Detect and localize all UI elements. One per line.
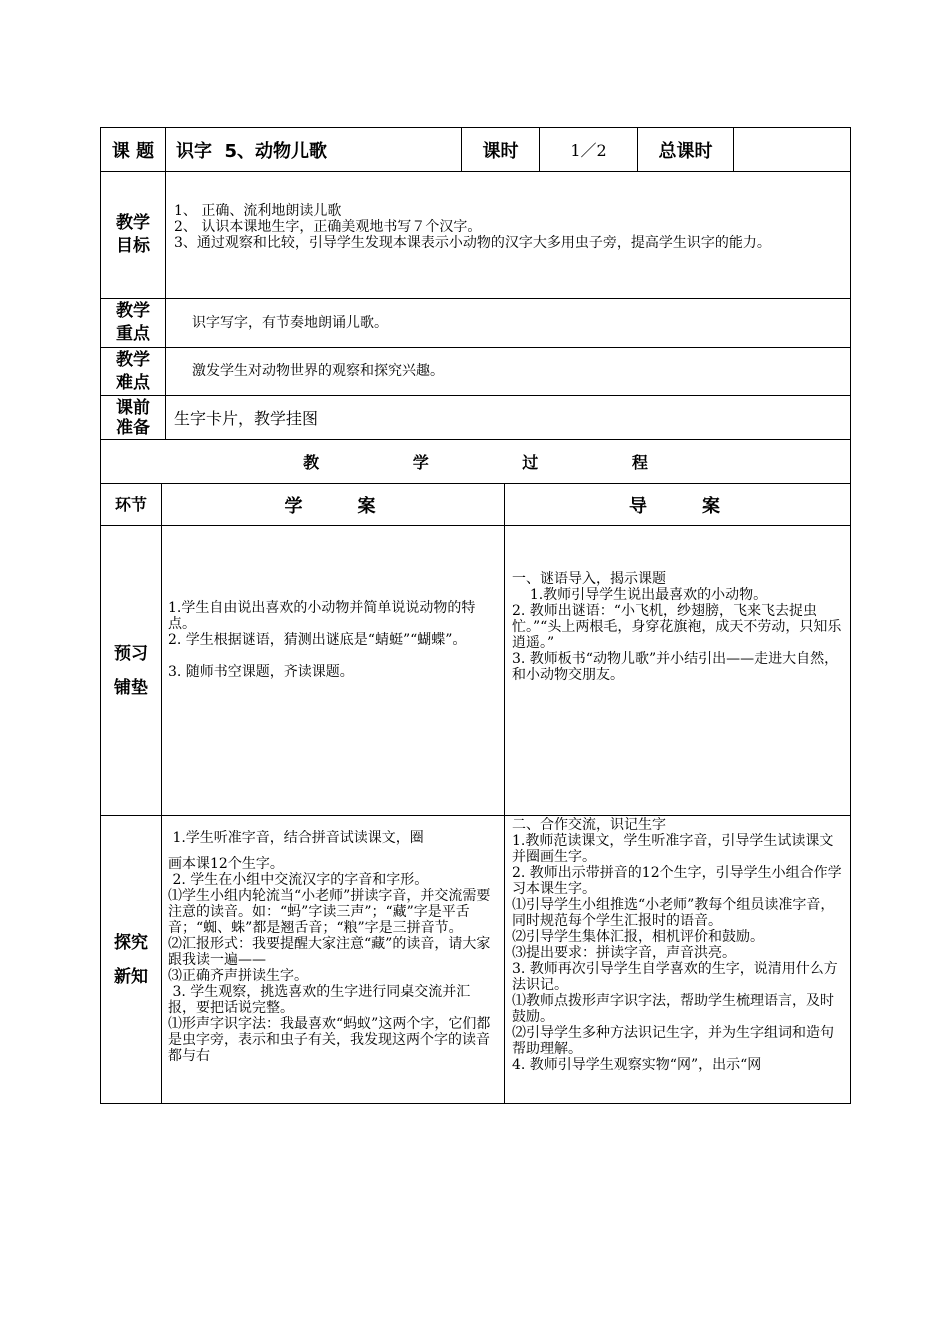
topic-label: 课 题: [111, 140, 155, 162]
guide-line: 2. 教师出谜语：“小飞机，纱翅膀，飞来飞去捉虫忙。”“头上两根毛，身穿花旗袍，成天不劳动，只知乐逍遥。”: [512, 603, 842, 651]
table-border-left: [100, 127, 101, 1104]
objective-item: 2、 认识本课地生字，正确美观地书写７个汉字。: [174, 219, 482, 235]
row-divider: [100, 395, 851, 396]
objectives-label: 教学目标: [116, 213, 150, 256]
row-divider: [100, 171, 851, 172]
study-line: 3. 随师书空课题，齐读课题。: [168, 664, 354, 680]
guide-line: 3. 教师再次引导学生自学喜欢的生字，说清用什么方法识记。: [512, 961, 838, 993]
study-line: ⑶正确齐声拼读生字。: [168, 968, 308, 984]
study-line: ⑴学生小组内轮流当“小老师”拼读字音，并交流需要注意的读音。如：“蚂”字读三声”；“藏”字是平舌音；“蜘、蛛”都是翘舌音；“粮”字是三拼音节。: [168, 888, 491, 936]
study-line: [168, 648, 498, 664]
preparation-text: 生字卡片，教学挂图: [174, 409, 319, 428]
study-line: 3. 学生观察，挑选喜欢的生字进行同桌交流并汇报，要把话说完整。: [168, 984, 471, 1016]
study-line: 1.学生听准字音，结合拼音试读课文，圈: [168, 830, 424, 846]
study-line: [168, 846, 498, 856]
study-line: 2. 学生在小组中交流汉字的字音和字形。: [168, 872, 429, 888]
study-line: 画本课12个生字。: [168, 856, 284, 872]
guide-line: ⑶提出要求：拼读字音，声音洪亮。: [512, 945, 736, 961]
guide-line: 2. 教师出示带拼音的12个生字，引导学生小组合作学习本课生字。: [512, 865, 842, 897]
row-divider: [100, 298, 851, 299]
objective-item: 1、 正确、流利地朗读儿歌: [174, 203, 342, 219]
stage-guide-content: [512, 571, 844, 683]
guide-line: 二、合作交流，识记生字: [512, 817, 666, 833]
guide-line: 4. 教师引导学生观察实物“网”，出示“网: [512, 1057, 762, 1073]
preparation-label: 课前准备: [116, 397, 150, 438]
table-border-right: [850, 127, 851, 1104]
stage-column-header: 环节: [114, 494, 147, 514]
study-line: 2. 学生根据谜语，猜测出谜底是“蜻蜓”“蝴蝶”。: [168, 632, 467, 648]
objective-item: 3、通过观察和比较，引导学生发现本课表示小动物的汉字大多用虫子旁，提高学生识字的能力。: [174, 235, 771, 251]
stage-guide-content: [512, 817, 844, 1102]
study-line: ⑴形声字识字法：我最喜欢“蚂蚁”这两个字，它们都是虫字旁，表示和虫子有关，我发现这两个字的读音都与右: [168, 1016, 491, 1064]
guide-line: ⑴教师点拨形声字识字法，帮助学生梳理语言，及时鼓励。: [512, 993, 834, 1025]
guide-line: ⑵引导学生集体汇报，相机评价和鼓励。: [512, 929, 764, 945]
stage-name: 探究新知: [114, 932, 148, 987]
study-column-header: 学 案: [284, 495, 382, 517]
total-periods-value: [734, 128, 850, 171]
topic-value: 识字 5、动物儿歌: [176, 140, 328, 162]
key-points-text: 识字写字，有节奏地朗诵儿歌。: [192, 315, 388, 331]
col-divider: [165, 171, 166, 439]
col-divider: [504, 483, 505, 1103]
total-periods-label: 总课时: [658, 140, 713, 162]
study-line: ⑵汇报形式：我要提醒大家注意“藏”的读音，请大家跟我读一遍——: [168, 936, 491, 968]
difficulties-text: 激发学生对动物世界的观察和探究兴趣。: [192, 363, 444, 379]
difficulties-label: 教学难点: [116, 349, 150, 393]
guide-line: 1.教师引导学生说出最喜欢的小动物。: [512, 587, 768, 603]
guide-line: ⑴引导学生小组推选“小老师”教每个组员读准字音，同时规范每个学生汇报时的语音。: [512, 897, 835, 929]
period-label: 课时: [482, 140, 519, 162]
objectives-list: [174, 203, 842, 251]
stage-study-content: [168, 600, 498, 680]
guide-line: 3. 教师板书“动物儿歌”并小结引出——走进大自然，和小动物交朋友。: [512, 651, 839, 683]
row-divider: [100, 347, 851, 348]
col-divider: [161, 483, 162, 1103]
process-title: 教 学 过 程: [303, 453, 692, 472]
col-divider: [165, 127, 166, 171]
guide-line: 一、谜语导入，揭示课题: [512, 571, 666, 587]
stage-name: 预习铺垫: [114, 643, 148, 698]
table-border-bottom: [100, 1103, 851, 1104]
row-divider: [100, 815, 851, 816]
guide-line: 1.教师范读课文，学生听准字音，引导学生试读课文并圈画生字。: [512, 833, 834, 865]
guide-column-header: 导 案: [628, 495, 727, 517]
study-line: 1.学生自由说出喜欢的小动物并简单说说动物的特点。: [168, 600, 476, 632]
period-value: 1／2: [570, 141, 607, 160]
row-divider: [100, 525, 851, 526]
guide-line: ⑵引导学生多种方法识记生字，并为生字组词和造句帮助理解。: [512, 1025, 834, 1057]
stage-study-content: [168, 830, 498, 1102]
key-points-label: 教学重点: [116, 301, 150, 344]
